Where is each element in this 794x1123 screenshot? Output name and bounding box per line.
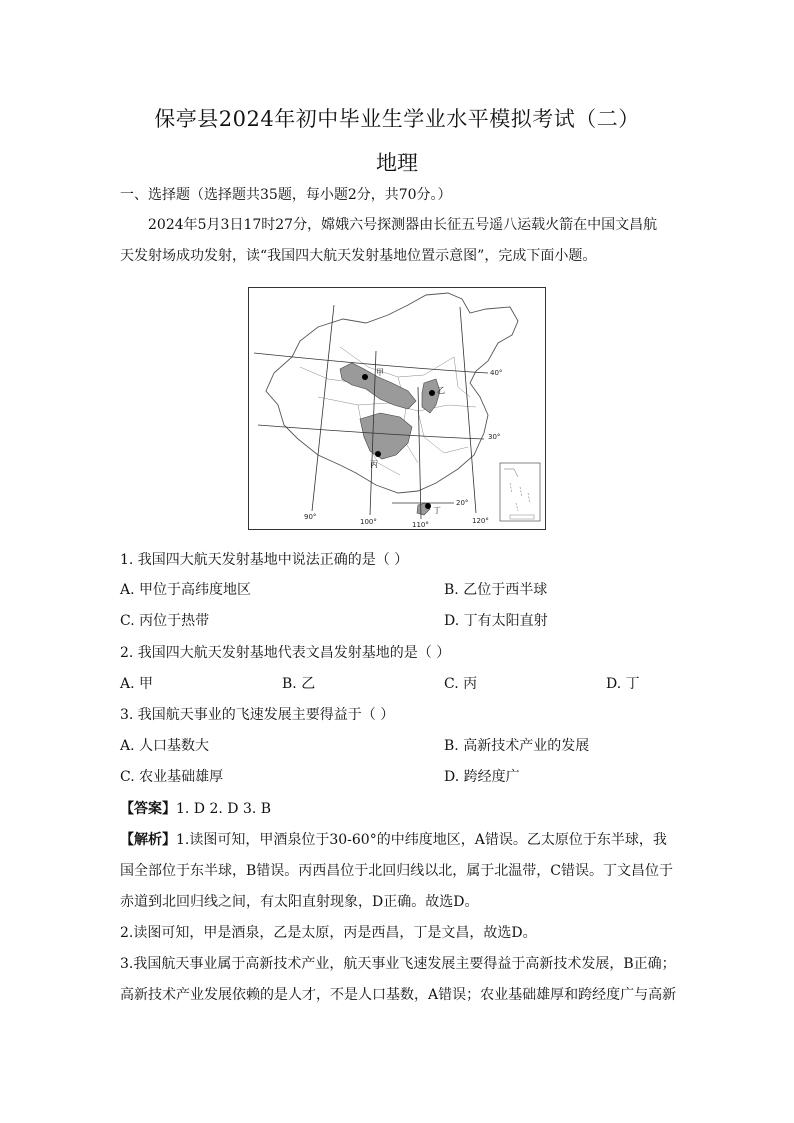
question-3-option-a: A. 人口基数大 [120, 738, 210, 754]
lat-label-30: 30° [488, 433, 501, 441]
lon-label-110: 110° [412, 521, 429, 529]
site-bing-label: 丙 [370, 460, 378, 469]
exam-title: 保亭县2024年初中毕业生学业水平模拟考试（二） [154, 107, 640, 131]
site-yi-dot [429, 390, 435, 396]
stem-line-2: 天发射场成功发射，读“我国四大航天发射基地位置示意图”，完成下面小题。 [120, 248, 597, 264]
site-jia-dot [362, 374, 368, 380]
question-3-option-c: C. 农业基础雄厚 [120, 769, 224, 785]
question-3-stem: 3. 我国航天事业的飞速发展主要得益于（ ） [120, 707, 395, 723]
site-ding-dot [425, 503, 431, 509]
lon-label-90: 90° [304, 513, 317, 521]
site-ding-label: 丁 [433, 506, 441, 515]
answer-text: 1. D 2. D 3. B [176, 801, 272, 817]
analysis-line-6: 高新技术产业发展依赖的是人才，不是人口基数，A错误；农业基础雄厚和跨经度广与高新 [120, 987, 677, 1003]
south-china-sea-inset [500, 463, 540, 521]
question-2-stem: 2. 我国四大航天发射基地代表文昌发射基地的是（ ） [120, 645, 451, 661]
question-1-option-d: D. 丁有太阳直射 [444, 613, 548, 629]
question-2-option-d: D. 丁 [606, 676, 640, 692]
question-2-option-a: A. 甲 [120, 676, 154, 692]
lat-label-40: 40° [490, 369, 503, 377]
launch-site-map [248, 287, 546, 530]
question-2-option-c: C. 丙 [444, 676, 478, 692]
section-heading: 一、选择题（选择题共35题，每小题2分，共70分。） [120, 187, 452, 203]
question-3-option-b: B. 高新技术产业的发展 [444, 738, 590, 754]
site-yi-label: 乙 [437, 386, 445, 395]
analysis-line-2: 国全部位于东半球，B错误。丙西昌位于北回归线以北，属于北温带，C错误。丁文昌位于 [120, 863, 673, 879]
lon-label-120: 120° [472, 517, 489, 525]
analysis-text-1: 1.读图可知，甲酒泉位于30-60°的中纬度地区，A错误。乙太原位于东半球，我 [176, 832, 667, 848]
subject-title: 地理 [376, 151, 418, 175]
question-1-option-c: C. 丙位于热带 [120, 613, 210, 629]
analysis-line-5: 3.我国航天事业属于高新技术产业，航天事业飞速发展主要得益于高新技术发展，B正确； [120, 956, 676, 972]
lon-label-100: 100° [360, 518, 377, 526]
analysis-label: 【解析】 [120, 832, 176, 848]
lat-label-20: 20° [456, 499, 469, 507]
analysis-line-3: 赤道到北回归线之间，有太阳直射现象，D正确。故选D。 [120, 894, 479, 910]
analysis-line-1 [120, 830, 667, 850]
question-1-option-b: B. 乙位于西半球 [444, 582, 548, 598]
answer-label: 【答案】 [120, 801, 176, 817]
question-3-option-d: D. 跨经度广 [444, 769, 520, 785]
question-1-stem: 1. 我国四大航天发射基地中说法正确的是（ ） [120, 552, 409, 568]
site-bing-dot [375, 451, 381, 457]
site-jia-label: 甲 [376, 368, 384, 377]
analysis-line-4: 2.读图可知，甲是酒泉，乙是太原，丙是西昌，丁是文昌，故选D。 [120, 925, 537, 941]
stem-line-1: 2024年5月3日17时27分，嫦娥六号探测器由长征五号遥八运载火箭在中国文昌航 [148, 217, 658, 233]
answer-line [120, 799, 271, 819]
china-map-figure [248, 287, 546, 530]
question-1-option-a: A. 甲位于高纬度地区 [120, 582, 252, 598]
question-2-option-b: B. 乙 [282, 676, 316, 692]
